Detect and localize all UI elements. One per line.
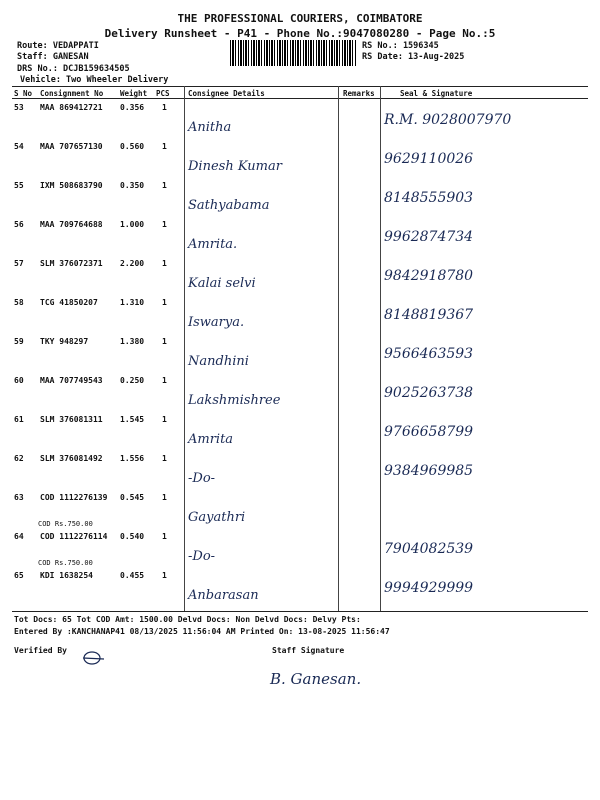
weight-cell: 1.545 [120, 415, 145, 424]
consignment-cell: TKY 948297 [40, 337, 89, 346]
receiver-signature: 9629110026 [384, 151, 474, 167]
consignee-handwritten: Lakshmishree [188, 393, 281, 408]
pcs-cell: 1 [162, 337, 167, 346]
receiver-signature: 9994929999 [384, 580, 474, 596]
receiver-signature: 9962874734 [384, 229, 474, 245]
sno-cell: 63 [14, 493, 24, 502]
table-row [12, 568, 588, 607]
consignee-handwritten: Nandhini [188, 354, 249, 369]
table-row [12, 295, 588, 334]
sno-cell: 60 [14, 376, 24, 385]
verified-by-label: Verified By [14, 646, 67, 655]
col-pcs: PCS [156, 89, 170, 98]
table-row [12, 178, 588, 217]
receiver-signature: 8148555903 [384, 190, 474, 206]
consignee-handwritten: Gayathri [188, 510, 246, 525]
table-row [12, 100, 588, 139]
weight-cell: 0.545 [120, 493, 145, 502]
runsheet-subtitle: Delivery Runsheet - P41 - Phone No.:9047080280 - Page No.:5 [104, 27, 496, 40]
table-row [12, 256, 588, 295]
pcs-cell: 1 [162, 532, 167, 541]
col-consignee: Consignee Details [188, 89, 265, 98]
sno-cell: 53 [14, 103, 24, 112]
pcs-cell: 1 [162, 259, 167, 268]
weight-cell: 2.200 [120, 259, 145, 268]
consignment-cell: SLM 376072371 [40, 259, 103, 268]
pcs-cell: 1 [162, 181, 167, 190]
weight-cell: 0.540 [120, 532, 145, 541]
sno-cell: 56 [14, 220, 24, 229]
weight-cell: 1.000 [120, 220, 145, 229]
table-row [12, 529, 588, 568]
table-bottom-rule [12, 611, 588, 612]
weight-cell: 1.556 [120, 454, 145, 463]
consignment-cell: COD 1112276114 [40, 532, 108, 541]
consignment-cell: MAA 869412721 [40, 103, 103, 112]
consignee-handwritten: Anbarasan [188, 588, 259, 603]
pcs-cell: 1 [162, 142, 167, 151]
sno-cell: 64 [14, 532, 24, 541]
receiver-signature: 8148819367 [384, 307, 474, 323]
col-sno: S No [14, 89, 33, 98]
sno-cell: 55 [14, 181, 24, 190]
pcs-cell: 1 [162, 454, 167, 463]
consignee-handwritten: Dinesh Kumar [188, 159, 282, 174]
route-label: Route: VEDAPPATI [17, 41, 99, 51]
table-row [12, 139, 588, 178]
consignee-handwritten: Kalai selvi [188, 276, 256, 291]
receiver-signature: 9766658799 [384, 424, 474, 440]
col-seal: Seal & Signature [400, 89, 473, 98]
pcs-cell: 1 [162, 220, 167, 229]
consignment-cell: COD 1112276139 [40, 493, 108, 502]
table-row [12, 334, 588, 373]
consignment-cell: MAA 707749543 [40, 376, 103, 385]
pcs-cell: 1 [162, 103, 167, 112]
consignment-cell: TCG 41850207 [40, 298, 98, 307]
sno-cell: 61 [14, 415, 24, 424]
col-consignment: Consignment No [40, 89, 104, 98]
receiver-signature: 7904082539 [384, 541, 474, 557]
sno-cell: 59 [14, 337, 24, 346]
consignee-handwritten: Iswarya. [188, 315, 245, 330]
weight-cell: 0.250 [120, 376, 145, 385]
company-title: THE PROFESSIONAL COURIERS, COIMBATORE [177, 12, 423, 25]
pcs-cell: 1 [162, 493, 167, 502]
entered-by-line: Entered By :KANCHANAP41 08/13/2025 11:56:04 AM Printed On: 13-08-2025 11:56:47 [14, 627, 390, 636]
weight-cell: 1.380 [120, 337, 145, 346]
col-remarks: Remarks [343, 89, 375, 98]
consignment-cell: IXM 508683790 [40, 181, 103, 190]
rs-no: RS No.: 1596345 [362, 41, 439, 51]
consignee-handwritten: Amrita [188, 432, 234, 447]
consignee-handwritten: Sathyabama [188, 198, 270, 213]
consignee-handwritten: Anitha [188, 120, 232, 135]
weight-cell: 0.356 [120, 103, 145, 112]
receiver-signature: 9566463593 [384, 346, 474, 362]
consignee-handwritten: -Do- [188, 471, 216, 486]
staff-signature: B. Ganesan. [270, 670, 362, 688]
sno-cell: 57 [14, 259, 24, 268]
consignee-handwritten: -Do- [188, 549, 216, 564]
pcs-cell: 1 [162, 571, 167, 580]
pcs-cell: 1 [162, 376, 167, 385]
consignment-cell: KDI 1638254 [40, 571, 93, 580]
totals-line: Tot Docs: 65 Tot COD Amt: 1500.00 Delvd Docs: Non Delvd Docs: Delvy Pts: [14, 615, 361, 624]
table-row [12, 451, 588, 490]
receiver-signature: 9384969985 [384, 463, 474, 479]
sno-cell: 58 [14, 298, 24, 307]
pcs-cell: 1 [162, 298, 167, 307]
cod-amount-cell: COD Rs.750.00 [38, 559, 93, 567]
consignment-cell: SLM 376081311 [40, 415, 103, 424]
table-row [12, 490, 588, 529]
rs-date: RS Date: 13-Aug-2025 [362, 52, 465, 62]
table-header-rule [12, 98, 588, 99]
table-row [12, 373, 588, 412]
table-row [12, 412, 588, 451]
consignment-cell: SLM 376081492 [40, 454, 103, 463]
staff-signature-label: Staff Signature [272, 646, 345, 655]
consignment-cell: MAA 709764688 [40, 220, 103, 229]
cod-amount-cell: COD Rs.750.00 [38, 520, 93, 528]
weight-cell: 1.310 [120, 298, 145, 307]
weight-cell: 0.455 [120, 571, 145, 580]
col-weight: Weight [120, 89, 148, 98]
receiver-signature: 9842918780 [384, 268, 474, 284]
consignment-cell: MAA 707657130 [40, 142, 103, 151]
table-row [12, 217, 588, 256]
receiver-signature: R.M. 9028007970 [384, 112, 512, 128]
consignee-handwritten: Amrita. [188, 237, 238, 252]
verified-signature-icon [80, 648, 106, 668]
sno-cell: 62 [14, 454, 24, 463]
receiver-signature: 9025263738 [384, 385, 474, 401]
sno-cell: 54 [14, 142, 24, 151]
pcs-cell: 1 [162, 415, 167, 424]
drs-label: DRS No.: DCJB159634505 [17, 64, 130, 74]
barcode [230, 40, 356, 66]
weight-cell: 0.350 [120, 181, 145, 190]
sno-cell: 65 [14, 571, 24, 580]
weight-cell: 0.560 [120, 142, 145, 151]
vehicle-label: Vehicle: Two Wheeler Delivery [20, 75, 169, 85]
table-top-rule [12, 86, 588, 87]
staff-label: Staff: GANESAN [17, 52, 89, 62]
